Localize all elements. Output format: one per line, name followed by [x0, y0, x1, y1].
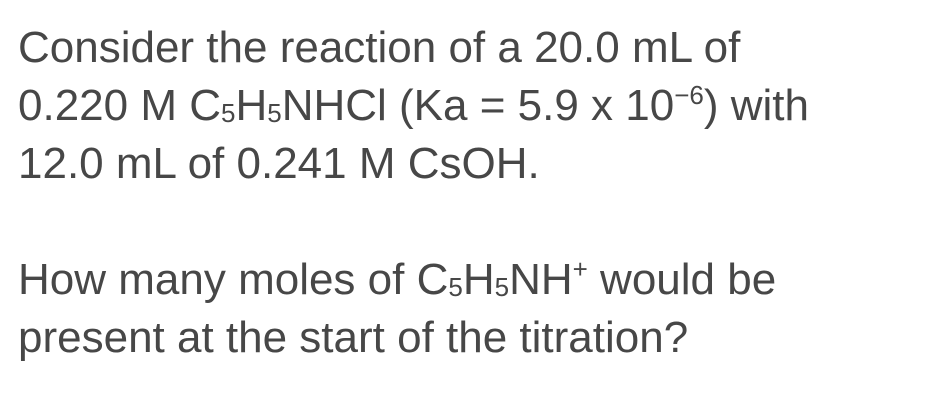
problem-text — [18, 19, 928, 367]
question-line-2: present at the start of the titration? — [18, 313, 689, 362]
superscript-charge: + — [572, 254, 588, 284]
concentration-text: 0.220 M C — [18, 81, 221, 130]
statement-line-3: 12.0 mL of 0.241 M CsOH. — [18, 139, 540, 188]
question-lead: How many moles of C — [18, 255, 449, 304]
ka-expression: NHCl (Ka = 5.9 x 10 — [281, 81, 675, 130]
statement-line-2-end: ) with — [703, 81, 809, 130]
subscript-hydrogen-count: 5 — [267, 98, 282, 128]
statement-line-1: Consider the reaction of a 20.0 mL of — [18, 23, 741, 72]
nh-symbol: NH — [509, 255, 573, 304]
superscript-exponent: −6 — [674, 80, 704, 110]
reaction-statement — [18, 19, 928, 193]
subscript-hydrogen-count: 5 — [494, 272, 510, 302]
question-prompt — [18, 251, 928, 367]
question-line-1 — [18, 251, 928, 309]
question-line-1-end: would be — [587, 255, 777, 304]
subscript-carbon-count: 5 — [220, 98, 236, 128]
hydrogen-symbol: H — [235, 81, 268, 130]
hydrogen-symbol: H — [462, 255, 495, 304]
subscript-carbon-count: 5 — [448, 272, 463, 302]
statement-line-2 — [18, 77, 928, 135]
